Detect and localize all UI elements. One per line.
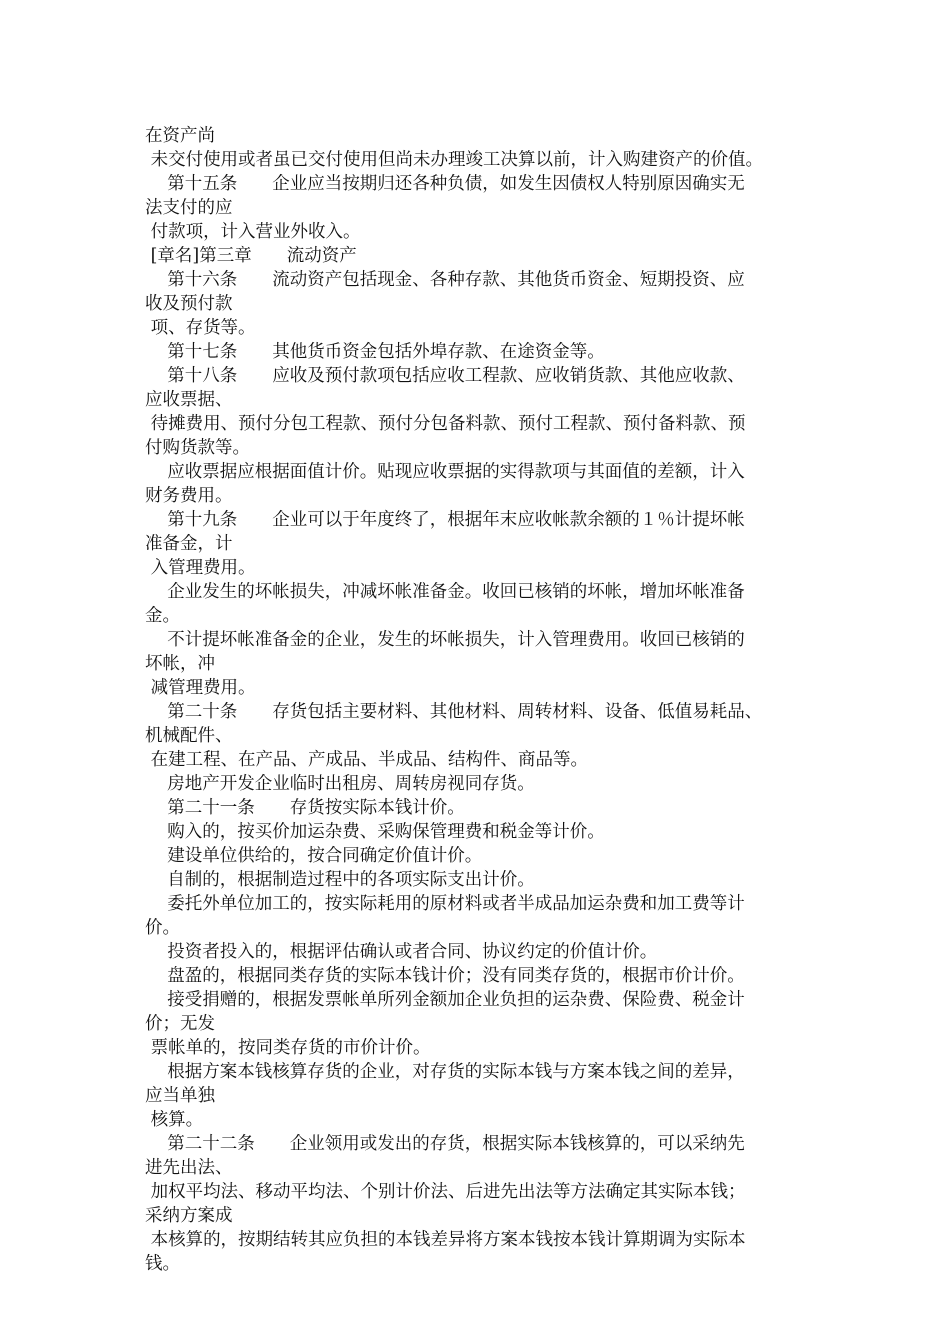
text-line: 接受捐赠的，根据发票帐单所列金额加企业负担的运杂费、保险费、税金计: [145, 990, 745, 1010]
text-line: 第二十二条 企业领用或发出的存货，根据实际本钱核算的，可以采纳先: [145, 1134, 745, 1154]
text-line: 价；无发: [145, 1014, 215, 1034]
text-line: 购入的，按买价加运杂费、采购保管理费和税金等计价。: [145, 822, 605, 842]
text-line: 待摊费用、预付分包工程款、预付分包备料款、预付工程款、预付备料款、预: [145, 414, 746, 434]
text-line: 财务费用。: [145, 486, 233, 506]
text-line: 减管理费用。: [145, 678, 256, 698]
text-line: 准备金，计: [145, 534, 233, 554]
text-line: 坏帐，冲: [145, 654, 215, 674]
text-line: 第十五条 企业应当按期归还各种负债，如发生因债权人特别原因确实无: [145, 174, 745, 194]
text-line: 应当单独: [145, 1086, 215, 1106]
text-line: 应收票据应根据面值计价。贴现应收票据的实得款项与其面值的差额，计入: [145, 462, 745, 482]
text-line: 收及预付款: [145, 294, 233, 314]
text-line: 根据方案本钱核算存货的企业，对存货的实际本钱与方案本钱之间的差异，: [145, 1062, 745, 1082]
text-line: 第二十条 存货包括主要材料、其他材料、周转材料、设备、低值易耗品、: [145, 702, 763, 722]
text-line: 委托外单位加工的，按实际耗用的原材料或者半成品加运杂费和加工费等计: [145, 894, 745, 914]
text-line: 机械配件、: [145, 726, 233, 746]
text-line: 房地产开发企业临时出租房、周转房视同存货。: [145, 774, 535, 794]
text-line: 自制的，根据制造过程中的各项实际支出计价。: [145, 870, 535, 890]
text-line: 未交付使用或者虽已交付使用但尚未办理竣工决算以前，计入购建资产的价值。: [145, 150, 764, 170]
text-line: 采纳方案成: [145, 1206, 233, 1226]
text-line: 在建工程、在产品、产成品、半成品、结构件、商品等。: [145, 750, 589, 770]
text-line: 核算。: [145, 1110, 204, 1130]
text-line: 付购货款等。: [145, 438, 250, 458]
text-line: 在资产尚: [145, 126, 215, 146]
text-line: 第十六条 流动资产包括现金、各种存款、其他货币资金、短期投资、应: [145, 270, 745, 290]
text-line: 法支付的应: [145, 198, 233, 218]
text-line: 应收票据、: [145, 390, 233, 410]
chapter-heading: [章名]第三章 流动资产: [145, 246, 357, 266]
text-line: 金。: [145, 606, 180, 626]
text-line: 加权平均法、移动平均法、个别计价法、后进先出法等方法确定其实际本钱；: [145, 1182, 746, 1202]
text-line: 企业发生的坏帐损失，冲减坏帐准备金。收回已核销的坏帐，增加坏帐准备: [145, 582, 745, 602]
text-line: 进先出法、: [145, 1158, 233, 1178]
text-line: 盘盈的，根据同类存货的实际本钱计价；没有同类存货的，根据市价计价。: [145, 966, 745, 986]
text-line: 票帐单的，按同类存货的市价计价。: [145, 1038, 431, 1058]
text-line: 第二十一条 存货按实际本钱计价。: [145, 798, 465, 818]
text-line: 本核算的，按期结转其应负担的本钱差异将方案本钱按本钱计算期调为实际本: [145, 1230, 746, 1250]
text-line: 建设单位供给的，按合同确定价值计价。: [145, 846, 483, 866]
text-line: 不计提坏帐准备金的企业，发生的坏帐损失，计入管理费用。收回已核销的: [145, 630, 745, 650]
text-line: 第十八条 应收及预付款项包括应收工程款、应收销货款、其他应收款、: [145, 366, 745, 386]
text-line: 项、存货等。: [145, 318, 256, 338]
text-line: 第十七条 其他货币资金包括外埠存款、在途资金等。: [145, 342, 605, 362]
text-line: 价。: [145, 918, 180, 938]
text-line: 钱。: [145, 1254, 180, 1274]
text-line: 付款项，计入营业外收入。: [145, 222, 361, 242]
text-line: 入管理费用。: [145, 558, 256, 578]
text-line: 第十九条 企业可以于年度终了，根据年末应收帐款余额的１％计提坏帐: [145, 510, 745, 530]
text-line: 投资者投入的，根据评估确认或者合同、协议约定的价值计价。: [145, 942, 658, 962]
